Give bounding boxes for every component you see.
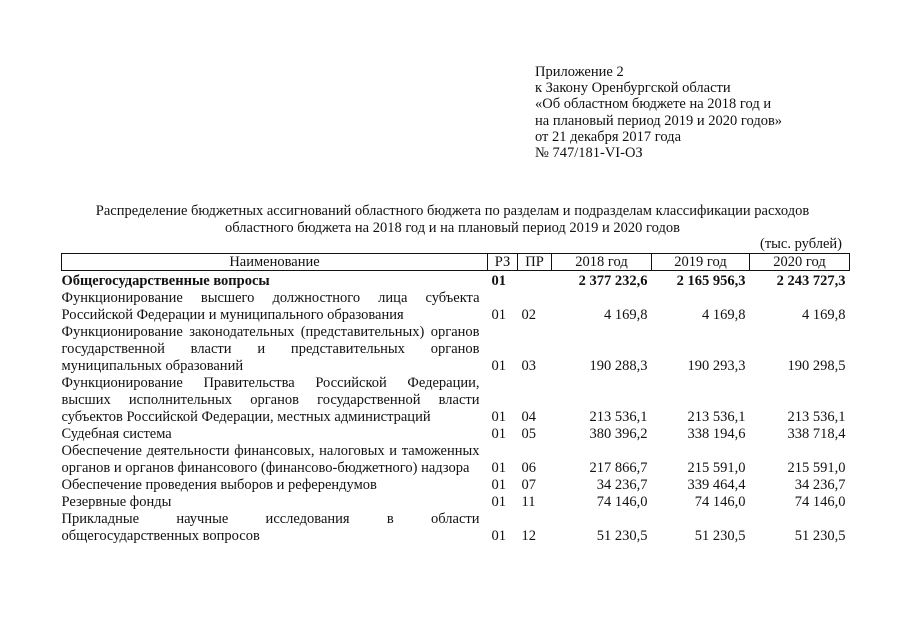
- table-header-row: [62, 254, 850, 271]
- row-2020: 51 230,5: [794, 528, 846, 544]
- row-rz: 01: [491, 528, 506, 544]
- table-row: [62, 494, 850, 511]
- row-2020: 4 169,8: [802, 307, 846, 323]
- row-rz: 01: [491, 460, 506, 476]
- header-2018: 2018 год: [552, 254, 652, 271]
- row-pr: 07: [521, 477, 536, 493]
- row-name: Общегосударственные вопросы: [61, 273, 270, 289]
- row-pr: 12: [521, 528, 536, 544]
- row-rz: 01: [491, 358, 506, 374]
- row-2019: 215 591,0: [687, 460, 746, 476]
- row-2019: 338 194,6: [687, 426, 746, 442]
- row-rz: 01: [491, 426, 506, 442]
- table-row: [62, 375, 850, 426]
- row-name: Прикладные научные исследования в области общегосударственных вопросов: [61, 511, 480, 544]
- document-title: [40, 203, 865, 237]
- row-2019: 339 464,4: [687, 477, 746, 493]
- row-2018: 217 866,7: [589, 460, 648, 476]
- row-pr: [518, 271, 552, 291]
- header-rz: РЗ: [488, 254, 518, 271]
- row-pr: 04: [521, 409, 536, 425]
- row-2020: 190 298,5: [787, 358, 846, 374]
- table-row: [62, 443, 850, 477]
- row-name: Функционирование высшего должностного лица субъекта Российской Федерации и муниципального образования: [61, 290, 480, 323]
- row-name: Обеспечение деятельности финансовых, налоговых и таможенных органов и органов финансового (финансово-бюджетного) надзора: [61, 443, 480, 476]
- appendix-line: Приложение 2: [535, 64, 624, 80]
- table-row: [62, 477, 850, 494]
- row-2018: 213 536,1: [589, 409, 648, 425]
- appendix-line: «Об областном бюджете на 2018 год и: [535, 96, 772, 113]
- row-2019: 190 293,3: [687, 358, 746, 374]
- table-row: [62, 324, 850, 375]
- header-pr: ПР: [518, 254, 552, 271]
- table-row: [62, 511, 850, 545]
- row-2020: 215 591,0: [787, 460, 846, 476]
- appendix-line: к Закону Оренбургской области: [535, 80, 731, 97]
- row-name: Резервные фонды: [61, 494, 172, 510]
- row-2018: 4 169,8: [604, 307, 648, 323]
- unit-label: (тыс. рублей): [760, 236, 842, 252]
- row-pr: 06: [521, 460, 536, 476]
- row-2018: 74 146,0: [596, 494, 648, 510]
- row-pr: 05: [521, 426, 536, 442]
- row-rz: 01: [491, 273, 506, 289]
- appendix-line: от 21 декабря 2017 года: [535, 128, 681, 145]
- appendix-line: № 747/181-VI-ОЗ: [535, 145, 643, 162]
- table-row: [62, 426, 850, 443]
- row-2020: 74 146,0: [794, 494, 846, 510]
- row-name: Функционирование законодательных (представительных) органов государственной власти и представительных органов муниципальных образований: [61, 324, 480, 374]
- header-2020: 2020 год: [750, 254, 850, 271]
- row-name: Функционирование Правительства Российской Федерации, высших исполнительных органов государственной власти субъектов Российской Федерации, местных администраций: [61, 375, 480, 425]
- row-2018: 2 377 232,6: [578, 273, 648, 289]
- row-rz: 01: [491, 477, 506, 493]
- row-2018: 34 236,7: [596, 477, 648, 493]
- budget-table: [61, 253, 850, 545]
- appendix-block: [535, 64, 782, 161]
- row-pr: 03: [521, 358, 536, 374]
- row-name: Судебная система: [61, 426, 172, 442]
- row-2020: 34 236,7: [794, 477, 846, 493]
- row-2018: 190 288,3: [589, 358, 648, 374]
- row-rz: 01: [491, 409, 506, 425]
- row-pr: 02: [521, 307, 536, 323]
- row-rz: 01: [491, 307, 506, 323]
- row-2020: 213 536,1: [787, 409, 846, 425]
- row-2020: 2 243 727,3: [776, 273, 846, 289]
- row-2019: 213 536,1: [687, 409, 746, 425]
- row-2019: 2 165 956,3: [676, 273, 746, 289]
- row-pr: 11: [521, 494, 536, 510]
- row-2019: 4 169,8: [702, 307, 746, 323]
- row-2020: 338 718,4: [787, 426, 846, 442]
- row-rz: 01: [491, 494, 506, 510]
- title-line-2: областного бюджета на 2018 год и на плановый период 2019 и 2020 годов: [225, 220, 680, 236]
- row-2019: 74 146,0: [694, 494, 746, 510]
- row-name: Обеспечение проведения выборов и референдумов: [61, 477, 377, 493]
- header-name: Наименование: [62, 254, 488, 271]
- table-row: [62, 271, 850, 291]
- row-2018: 51 230,5: [596, 528, 648, 544]
- row-2018: 380 396,2: [589, 426, 648, 442]
- row-2019: 51 230,5: [694, 528, 746, 544]
- title-line-1: Распределение бюджетных ассигнований областного бюджета по разделам и подразделам классификации расходов: [95, 203, 810, 219]
- table-row: [62, 290, 850, 324]
- appendix-line: на плановый период 2019 и 2020 годов»: [535, 112, 783, 129]
- header-2019: 2019 год: [652, 254, 750, 271]
